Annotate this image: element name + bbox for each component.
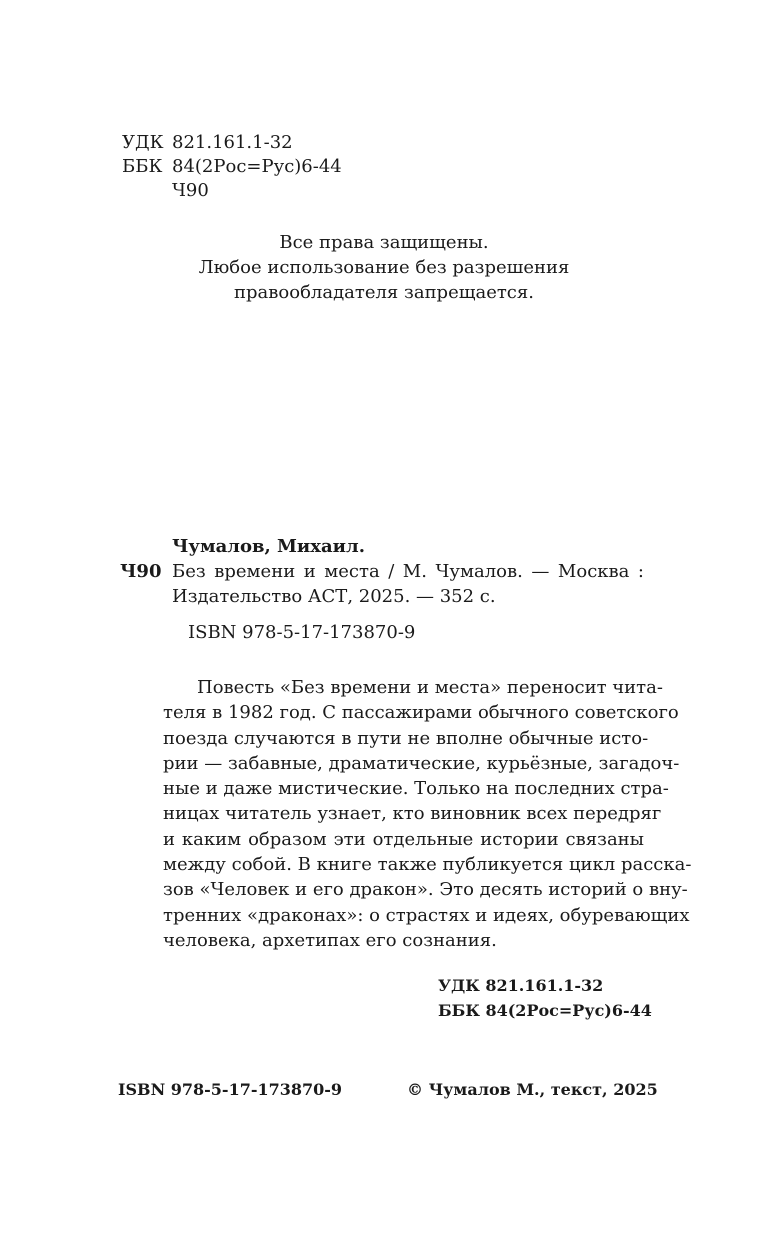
annotation-line: тренних «драконах»: о страстях и идеях, обуревающих: [163, 904, 690, 926]
annotation-line: ные и даже мистические. Только на последних стра-: [163, 778, 669, 800]
annotation-line: человека, архетипах его сознания.: [163, 929, 497, 951]
annotation-line: и каким образом эти отдельные истории связаны: [163, 828, 644, 850]
bbk-value: 84(2Рос=Рус)6-44: [172, 156, 342, 177]
bottom-udk: УДК 821.161.1-32: [438, 976, 604, 995]
rights-line: Все права защищены.: [279, 232, 489, 253]
rights-line: правообладателя запрещается.: [234, 282, 534, 303]
record-isbn: ISBN 978-5-17-173870-9: [188, 622, 416, 643]
annotation-line: зов «Человек и его дракон». Это десять историй о вну-: [163, 879, 688, 901]
record-title-line: Без времени и места / М. Чумалов. — Москва :: [172, 561, 644, 582]
annotation-line: поезда случаются в пути не вполне обычные исто-: [163, 727, 649, 749]
bottom-bbk: ББК 84(2Рос=Рус)6-44: [438, 1001, 652, 1020]
author-code: Ч90: [172, 180, 209, 201]
bbk-row: [122, 156, 342, 178]
annotation-line: рии — забавные, драматические, курьёзные, загадоч-: [163, 752, 680, 774]
footer-isbn: ISBN 978-5-17-173870-9: [118, 1080, 343, 1099]
record-code: Ч90: [120, 561, 162, 582]
bbk-label: ББК: [122, 156, 163, 177]
rights-line: Любое использование без разрешения: [198, 257, 570, 278]
annotation: [163, 675, 692, 953]
annotation-line: между собой. В книге также публикуется цикл расска-: [163, 854, 692, 876]
udk-row: [122, 132, 293, 154]
record-publisher: Издательство АСТ, 2025. — 352 с.: [172, 586, 496, 607]
udk-label: УДК: [122, 132, 164, 153]
record-author: Чумалов, Михаил.: [172, 536, 365, 557]
annotation-line: Повесть «Без времени и места» переносит чита-: [197, 677, 663, 698]
rights-notice: [180, 230, 588, 305]
footer-copyright: © Чумалов М., текст, 2025: [407, 1080, 658, 1099]
annotation-line: ницах читатель узнает, кто виновник всех передряг: [163, 803, 662, 825]
author-code-row: [122, 180, 209, 202]
udk-value: 821.161.1-32: [172, 132, 293, 153]
annotation-line: теля в 1982 год. С пассажирами обычного советского: [163, 702, 679, 724]
